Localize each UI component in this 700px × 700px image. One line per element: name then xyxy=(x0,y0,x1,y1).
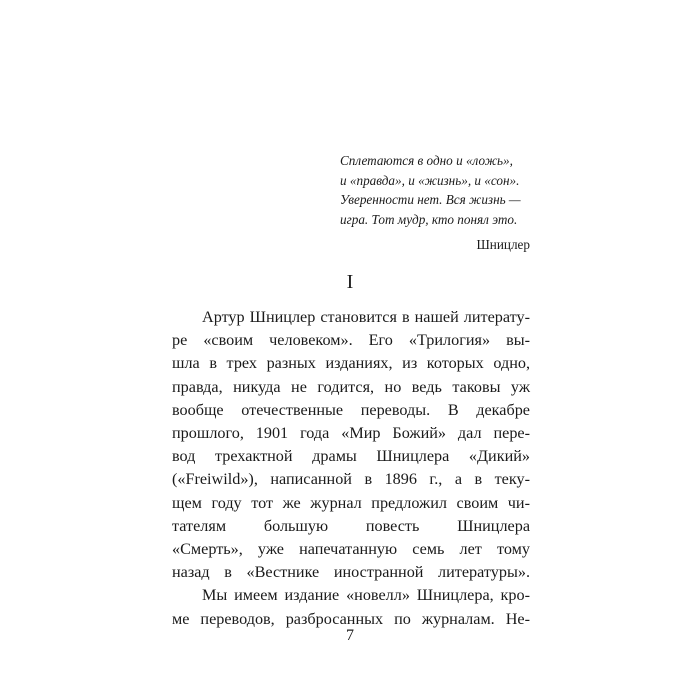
text-line: («Freiwild»), написанной в 1896 г., а в теку- xyxy=(172,470,530,489)
text-line: щем году тот же журнал предложил своим чи- xyxy=(172,493,530,512)
text-line: тателям большую повесть Шницлера xyxy=(172,516,530,535)
epigraph-line: Сплетаются в одно и «ложь», xyxy=(340,153,513,168)
text-line: правда, никуда не годится, но ведь таковы уж xyxy=(172,377,530,396)
text-line: шла в трех разных изданиях, из которых одно, xyxy=(172,354,530,373)
text-line: «Смерть», уже напечатанную семь лет тому xyxy=(172,540,530,559)
epigraph xyxy=(340,151,530,255)
text-line: Артур Шницлер становится в нашей литерату- xyxy=(202,308,530,326)
epigraph-line: и «правда», и «жизнь», и «сон». xyxy=(340,172,520,188)
epigraph-line: Уверенности нет. Вся жизнь — xyxy=(340,192,521,207)
page-number: 7 xyxy=(346,627,354,644)
text-line: ме переводов, разбросанных по журналам. Не- xyxy=(172,609,530,628)
text-line: вод трехактной драмы Шницлера «Дикий» xyxy=(172,447,530,466)
text-line: вообще отечественные переводы. В декабре xyxy=(172,400,530,419)
text-line: ре «своим человеком». Его «Трилогия» вы- xyxy=(172,331,530,350)
body-text xyxy=(172,306,530,631)
text-line: Мы имеем издание «новелл» Шницлера, кро- xyxy=(202,586,530,605)
text-line: назад в «Вестнике иностранной литературы». xyxy=(172,563,530,582)
epigraph-line: игра. Тот мудр, кто понял это. xyxy=(340,211,518,227)
chapter-heading: I xyxy=(346,271,354,293)
text-line: прошлого, 1901 года «Мир Божий» дал пере- xyxy=(172,424,530,443)
epigraph-author: Шницлер xyxy=(476,237,530,252)
